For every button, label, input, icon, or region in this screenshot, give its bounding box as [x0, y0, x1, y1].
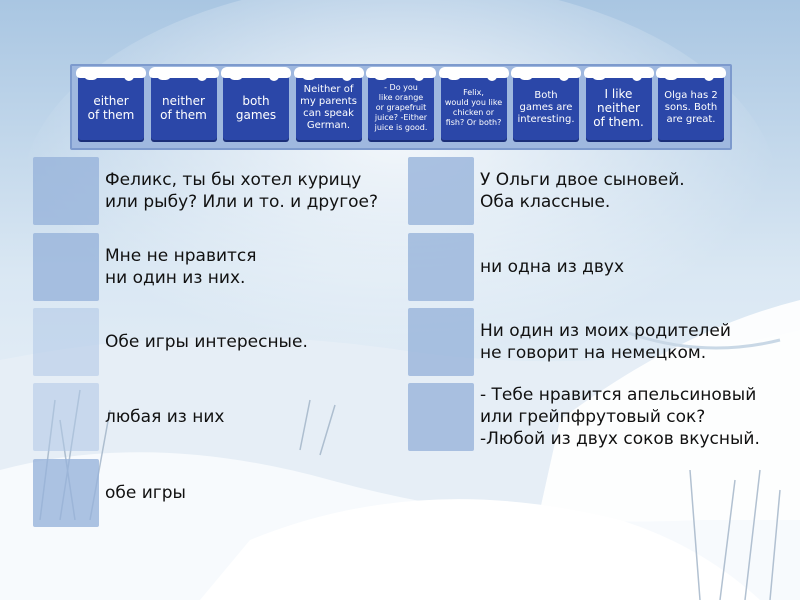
- drop-slot-right-1[interactable]: [408, 157, 474, 225]
- snow-cap-decoration: [584, 67, 654, 78]
- tile-neither-of-them[interactable]: [151, 72, 217, 140]
- tile-neither-of-my-parents[interactable]: [296, 72, 362, 140]
- tile-both-games-are-interesting[interactable]: [513, 72, 579, 140]
- tile-olga-has-2-sons[interactable]: [658, 72, 724, 140]
- snow-cap-decoration: [656, 67, 726, 78]
- drop-slot-left-4[interactable]: [33, 383, 99, 451]
- drop-slot-left-2[interactable]: [33, 233, 99, 301]
- tile-label: - Do you like orange or grapefruit juice? -Either juice is good.: [374, 83, 428, 132]
- tile-i-like-neither[interactable]: [586, 72, 652, 140]
- prompt-text-right-4: - Тебе нравится апельсиновый или грейпфрутовый сок? -Любой из двух соков вкусный.: [480, 385, 760, 449]
- prompt-text-left-5: обе игры: [105, 483, 186, 503]
- tile-label: I like neither of them.: [593, 87, 644, 129]
- tile-felix-chicken-or-fish[interactable]: [441, 72, 507, 140]
- tile-both-games[interactable]: [223, 72, 289, 140]
- prompt-text-right-3: Ни один из моих родителей не говорит на немецком.: [480, 321, 731, 363]
- snow-cap-decoration: [76, 67, 146, 78]
- prompt-text-right-2: ни одна из двух: [480, 257, 625, 277]
- snow-cap-decoration: [511, 67, 581, 78]
- tile-orange-or-grapefruit[interactable]: [368, 72, 434, 140]
- tile-label: neither of them: [160, 94, 207, 122]
- drop-slot-right-2[interactable]: [408, 233, 474, 301]
- prompt-text-left-1: Феликс, ты бы хотел курицу или рыбу? Или и то. и другое?: [105, 170, 379, 212]
- drop-slot-left-5[interactable]: [33, 459, 99, 527]
- snow-cap-decoration: [221, 67, 291, 78]
- drop-slot-right-3[interactable]: [408, 308, 474, 376]
- snow-cap-decoration: [294, 67, 364, 78]
- prompt-text-left-3: Обе игры интересные.: [105, 332, 308, 352]
- tile-label: both games: [235, 94, 277, 122]
- prompt-text-left-4: любая из них: [105, 407, 225, 427]
- snow-cap-decoration: [366, 67, 436, 78]
- tile-label: Olga has 2 sons. Both are great.: [664, 90, 718, 125]
- drop-slot-left-3[interactable]: [33, 308, 99, 376]
- prompt-text-right-1: У Ольги двое сыновей. Оба классные.: [480, 170, 685, 212]
- drop-slot-left-1[interactable]: [33, 157, 99, 225]
- tile-label: Both games are interesting.: [517, 90, 575, 125]
- tile-label: Felix, would you like chicken or fish? Or both?: [444, 88, 503, 127]
- drop-slot-right-4[interactable]: [408, 383, 474, 451]
- tile-label: either of them: [87, 94, 135, 122]
- prompt-text-left-2: Мне не нравится ни один из них.: [105, 246, 257, 288]
- snow-cap-decoration: [439, 67, 509, 78]
- snow-cap-decoration: [149, 67, 219, 78]
- tile-either-of-them[interactable]: [78, 72, 144, 140]
- tile-label: Neither of my parents can speak German.: [300, 84, 357, 131]
